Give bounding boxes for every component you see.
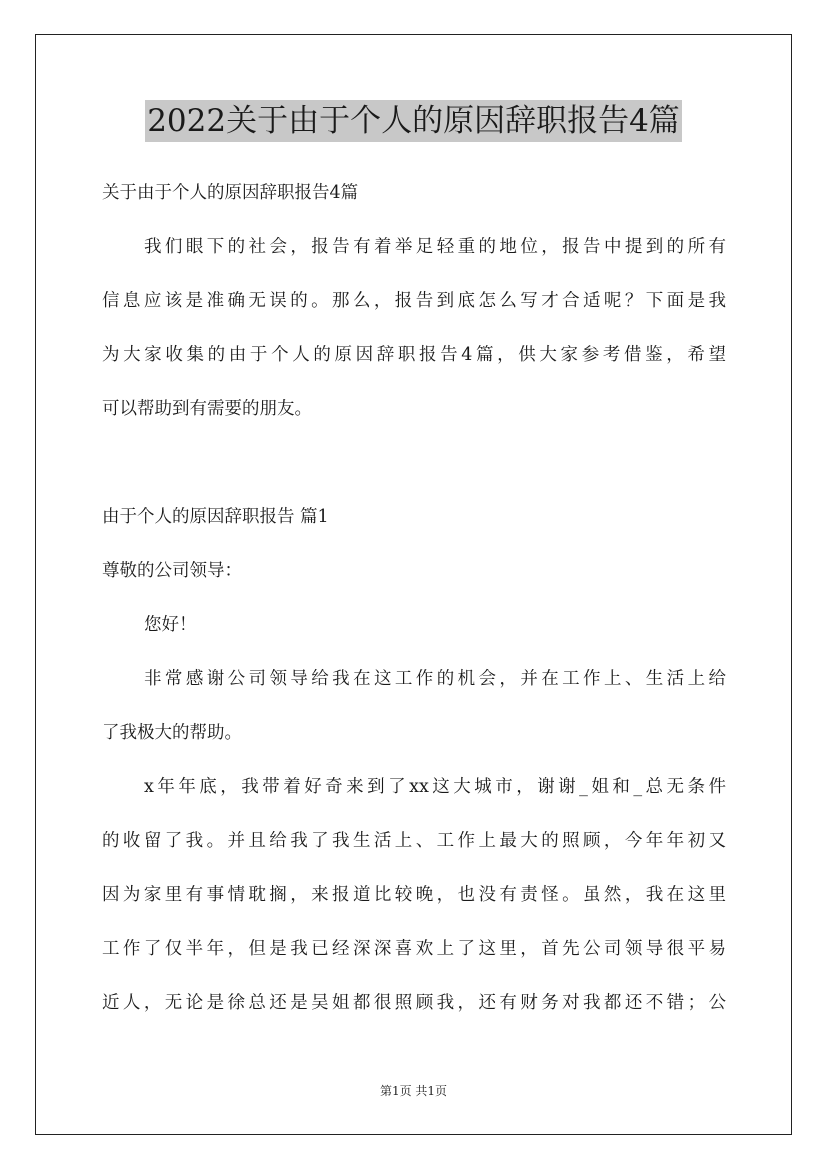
section-heading: 由于个人的原因辞职报告 篇1 bbox=[102, 507, 329, 527]
paragraph-line: 的收留了我。并且给我了我生活上、工作上最大的照顾，今年年初又 bbox=[102, 831, 726, 851]
paragraph-line: 工作了仅半年，但是我已经深深喜欢上了这里，首先公司领导很平易 bbox=[102, 939, 726, 959]
paragraph-line: 了我极大的帮助。 bbox=[102, 723, 242, 743]
intro-line: 信息应该是准确无误的。那么，报告到底怎么写才合适呢？下面是我 bbox=[102, 291, 726, 311]
greeting: 您好！ bbox=[144, 615, 197, 635]
paragraph-line: 因为家里有事情耽搁，来报道比较晚，也没有责怪。虽然，我在这里 bbox=[102, 885, 726, 905]
intro-line: 我们眼下的社会，报告有着举足轻重的地位，报告中提到的所有 bbox=[144, 237, 726, 257]
paragraph-line: 非常感谢公司领导给我在这工作的机会，并在工作上、生活上给 bbox=[144, 669, 726, 689]
salutation: 尊敬的公司领导： bbox=[102, 561, 242, 581]
intro-line: 可以帮助到有需要的朋友。 bbox=[102, 399, 312, 419]
title-area bbox=[0, 100, 827, 142]
blank-line bbox=[102, 446, 726, 500]
intro-line: 为大家收集的由于个人的原因辞职报告4篇，供大家参考借鉴，希望 bbox=[102, 345, 726, 365]
paragraph-line: 近人，无论是徐总还是吴姐都很照顾我，还有财务对我都还不错；公 bbox=[102, 993, 726, 1013]
subtitle: 关于由于个人的原因辞职报告4篇 bbox=[102, 183, 359, 203]
paragraph-line: x年年底，我带着好奇来到了xx这大城市，谢谢_姐和_总无条件 bbox=[144, 777, 726, 797]
document-body bbox=[102, 176, 726, 1040]
page-number: 第1页 共1页 bbox=[379, 1084, 448, 1098]
document-title: 2022关于由于个人的原因辞职报告4篇 bbox=[145, 100, 682, 142]
